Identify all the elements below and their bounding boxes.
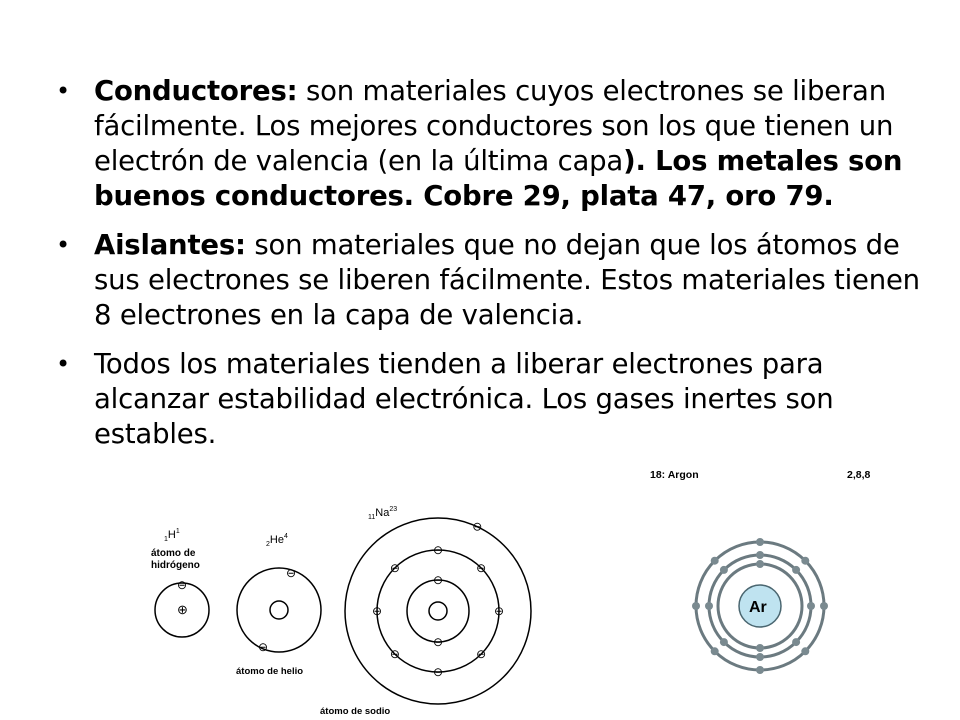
argon-electron-16: [711, 557, 719, 565]
argon-electron-2: [756, 644, 764, 652]
sodium-label: $_{11}Na^{23}$: [368, 506, 398, 521]
bullet-conductores: [56, 74, 926, 214]
argon-electron-7: [705, 602, 713, 610]
argon-symbol: Ar: [749, 599, 767, 616]
argon-electron-14: [711, 647, 719, 655]
argon-electron-13: [756, 666, 764, 674]
bullet-1-bold-text: ). Los metales son buenos conductores. Cobre 29, plata 47, oro 79.: [94, 145, 903, 212]
helium-caption: átomo de helio: [236, 666, 304, 677]
sodium-electron-11: ⊖: [472, 519, 483, 534]
sodium-electron-3: ⊖: [494, 604, 505, 618]
hydrogen-electron: ⊖: [177, 578, 188, 592]
argon-electron-9: [756, 551, 764, 559]
helium-nucleus: [270, 601, 288, 619]
argon-electron-15: [692, 602, 700, 610]
argon-header-right: 2,8,8: [847, 469, 871, 481]
bullet-list: [56, 74, 926, 466]
helium-electron-1: ⊖: [286, 566, 297, 580]
bullet-3-text: Todos los materiales tienden a liberar electrones para alcanzar estabilidad electrónica. Los gases inertes son estables.: [94, 348, 834, 450]
hydrogen-atom-diagram: [140, 515, 230, 655]
hydrogen-caption-line2: hidrógeno: [151, 560, 200, 571]
argon-electron-11: [820, 602, 828, 610]
argon-svg: [640, 462, 910, 702]
sodium-electron-7: ⊖: [372, 604, 383, 618]
helium-electron-2: ⊖: [258, 640, 269, 654]
argon-electron-8: [720, 566, 728, 574]
argon-electron-1: [756, 560, 764, 568]
sodium-electrons: [372, 520, 504, 679]
argon-electron-6: [720, 638, 728, 646]
sodium-caption: átomo de sodio: [320, 706, 391, 717]
sodium-electron-6: ⊖: [389, 647, 400, 662]
bullet-1-text: son materiales cuyos electrones se liberan fácilmente. Los mejores conductores son los que tienen un electrón de valencia (en la última capa: [94, 75, 894, 177]
helium-orbit: [237, 568, 321, 652]
argon-electron-3: [807, 602, 815, 610]
sodium-electron-4: ⊖: [476, 647, 487, 662]
argon-diagram: [640, 462, 910, 702]
sodium-electron-10: ⊖: [476, 560, 487, 575]
argon-electron-4: [792, 638, 800, 646]
bullet-1-term: Conductores:: [94, 75, 298, 107]
bullet-2-text: son materiales que no dejan que los átomos de sus electrones se liberen fácilmente. Estos materiales tienen 8 electrones en la capa de valencia.: [94, 229, 920, 331]
argon-electron-10: [792, 566, 800, 574]
sodium-atom-diagram: [320, 502, 548, 720]
argon-electron-5: [756, 653, 764, 661]
argon-electron-17: [756, 538, 764, 546]
bullet-aislantes: [56, 228, 926, 333]
hydrogen-nucleus: ⊕: [177, 602, 188, 617]
sodium-electron-8: ⊖: [389, 560, 400, 575]
hydrogen-label: $_1H^1$: [164, 528, 180, 543]
sodium-orbit-inner: [407, 580, 469, 642]
helium-label: $_2He^4$: [266, 533, 288, 548]
argon-header-left: 18: Argon: [650, 469, 699, 481]
helium-atom-diagram: [228, 525, 323, 685]
argon-electron-18: [801, 557, 809, 565]
argon-electron-12: [801, 647, 809, 655]
sodium-electron-9: ⊖: [433, 543, 444, 557]
sodium-electron-2: ⊖: [433, 573, 444, 587]
sodium-nucleus: [429, 602, 447, 620]
bullet-2-term: Aislantes:: [94, 229, 246, 261]
sodium-electron-5: ⊖: [433, 665, 444, 679]
hydrogen-caption-line1: átomo de: [151, 548, 196, 559]
bullet-materiales: [56, 347, 926, 452]
sodium-electron-1: ⊖: [433, 635, 444, 649]
